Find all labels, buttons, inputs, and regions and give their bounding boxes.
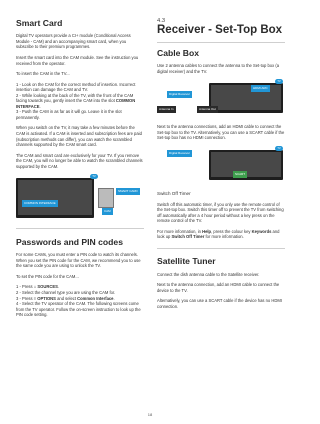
tv-badge: TV bbox=[275, 79, 283, 84]
cam-illustration bbox=[16, 174, 144, 220]
insert-step-1: 1 - Look on the CAM for the correct method of insertion. Incorrect insertion can damage the CAM and TV. bbox=[16, 81, 136, 93]
cable-box-illustration bbox=[157, 79, 285, 119]
more-info-text: For more information, in Help, press the colour key Keywords and look up Switch Off Timer for more information. bbox=[157, 228, 280, 240]
cable-intro: Use 2 antenna cables to connect the antenna to the Set-top box (a digital receiver) and the TV. bbox=[157, 63, 280, 74]
sources-icon: ⌂ bbox=[33, 284, 37, 290]
chapter-title: Receiver - Set-Top Box bbox=[157, 24, 283, 36]
tv-badge: TV bbox=[275, 146, 283, 151]
pin-step-1: 1 - Press ⌂ SOURCES. bbox=[16, 284, 60, 290]
smart-card-insert-text: Insert the smart card into the CAM module. See the instruction you received from the operator. bbox=[16, 54, 139, 66]
right-column bbox=[157, 18, 285, 310]
pin-intro: For some CAMs, you must enter a PIN code to watch its channels. When you set the PIN code for the CAM, we recommend you to use the same code you are using to unlock the TV. bbox=[16, 252, 141, 269]
exclusivity-text: The CAM and smart card are exclusively for your TV. If you remove the CAM, you will no longer be able to watch the scrambled channels supported by the CAM. bbox=[16, 152, 143, 169]
options-icon: ≡ bbox=[33, 295, 37, 301]
scart-label: SCART bbox=[235, 171, 246, 176]
pin-step-2: 2 - Select the channel type you are using the CAM for. bbox=[16, 289, 116, 295]
scart-illustration bbox=[157, 146, 285, 186]
cable-box-heading: Cable Box bbox=[157, 47, 200, 58]
insert-step-2: 2 - While looking at the back of the TV, with the front of the CAM facing towards you, gently insert the CAM into the slot COMMON INTERFACE. bbox=[16, 92, 136, 109]
insert-step-3: 3 - Push the CAM in as far as it will go. Leave it in the slot permanently. bbox=[16, 109, 122, 120]
chapter-number: 4.3 bbox=[157, 18, 166, 24]
left-column bbox=[16, 18, 144, 318]
tv-badge: TV bbox=[90, 174, 98, 179]
cam-label: CAM bbox=[104, 209, 111, 214]
satellite-text-1: Connect the dish antenna cable to the Satellite receiver. bbox=[157, 271, 260, 277]
pin-lead: To set the PIN code for the CAM... bbox=[16, 273, 79, 279]
pin-step-4: 4 - Select the TV operator of the CAM. The following screens come from the TV operator. Follow the on-screen instruction to look up the PIN code setting. bbox=[16, 301, 141, 318]
pin-step-3: 3 - Press ≡ OPTIONS and select Common Interface. bbox=[16, 295, 115, 301]
smart-card-intro: Digital TV operators provide a CI+ module (Conditional Access Module - CAM) and an accompanying smart card, when you subscribe to their premium programmes. bbox=[16, 33, 131, 50]
cam-module bbox=[98, 188, 114, 208]
hdmi-arc-label: HDMI ARC bbox=[253, 86, 268, 91]
insert-cam-lead: To insert the CAM in the TV... bbox=[16, 71, 70, 77]
hdmi-text: Next to the antenna connections, add an HDMI cable to connect the Set-top box to the TV. Alternatively, you can use a SCART cable if the Set-top box has no HDMI connection. bbox=[157, 124, 285, 141]
pin-heading: Passwords and PIN codes bbox=[16, 236, 123, 247]
satellite-text-3: Alternatively, you can use a SCART cable if the device has no HDMI connection. bbox=[157, 298, 282, 309]
antenna-out-label: Antenna Out bbox=[199, 107, 216, 112]
digital-receiver-label: Digital Receiver bbox=[169, 150, 191, 155]
satellite-text-2: Next to the antenna connection, add an HDMI cable to connect the device to the TV. bbox=[157, 282, 280, 293]
tv-back-image bbox=[16, 178, 94, 218]
digital-receiver-label: Digital Receiver bbox=[169, 92, 191, 97]
smart-card-label: SMART CARD bbox=[118, 189, 138, 194]
satellite-tuner-heading: Satellite Tuner bbox=[157, 256, 216, 267]
switch-off-timer-heading: Switch Off Timer bbox=[157, 190, 191, 196]
page-number: 18 bbox=[147, 412, 153, 417]
tv-image bbox=[209, 83, 283, 113]
activation-text: When you switch on the TV, it may take a few minutes before the CAM is activated. If a CAM is inserted and subscription fees are paid (subscription methods can differ), you can watch the scrambled channels supported by the CAM smart card. bbox=[16, 125, 142, 148]
timer-text: Switch off this automatic timer, if you only use the remote control of the Set-top box. Switch this timer off to prevent the TV from switching off automatically after a 4 hour period without a key press on the remote control of the TV. bbox=[157, 201, 284, 224]
smart-card-heading: Smart Card bbox=[16, 18, 63, 28]
antenna-in-label: Antenna In bbox=[159, 107, 174, 112]
common-interface-label: COMMON INTERFACE bbox=[24, 201, 56, 206]
